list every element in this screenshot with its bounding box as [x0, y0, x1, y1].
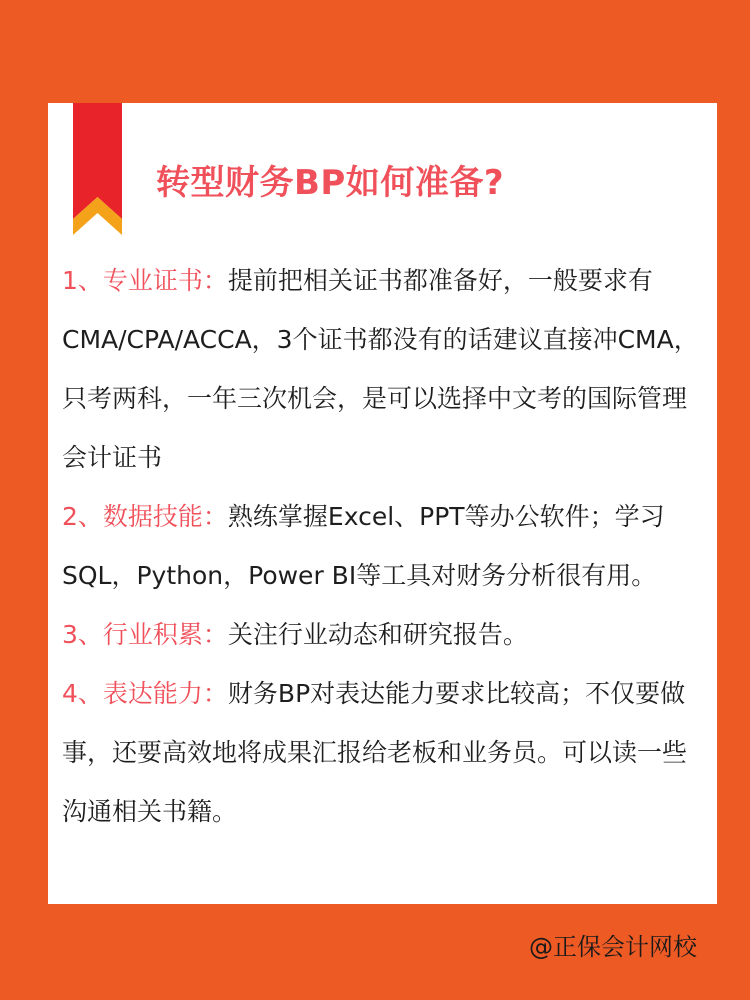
list-item	[62, 664, 707, 841]
content-list	[62, 251, 707, 841]
item-label: 2、数据技能：	[62, 502, 228, 531]
list-item	[62, 251, 707, 487]
list-item	[62, 605, 707, 664]
list-item	[62, 487, 707, 605]
item-text: 关注行业动态和研究报告。	[227, 620, 528, 649]
bookmark-ribbon-icon	[73, 103, 122, 235]
item-text: 提前把相关证书都准备好，一般要求有CMA/CPA/ACCA，3个证书都没有的话建议直接冲CMA，只考两科，一年三次机会，是可以选择中文考的国际管理会计证书	[62, 266, 699, 472]
item-label: 4、表达能力：	[62, 679, 228, 708]
item-label: 3、行业积累：	[62, 620, 228, 649]
content-card	[48, 103, 717, 904]
page-title: 转型财务BP如何准备?	[156, 163, 505, 203]
item-text: 财务BP对表达能力要求比较高；不仅要做事，还要高效地将成果汇报给老板和业务员。可以读一些沟通相关书籍。	[62, 679, 688, 826]
item-text: 熟练掌握Excel、PPT等办公软件；学习SQL，Python，Power BI等工具对财务分析很有用。	[62, 502, 665, 590]
item-label: 1、专业证书：	[62, 266, 228, 295]
footer-watermark: @正保会计网校	[529, 933, 697, 961]
